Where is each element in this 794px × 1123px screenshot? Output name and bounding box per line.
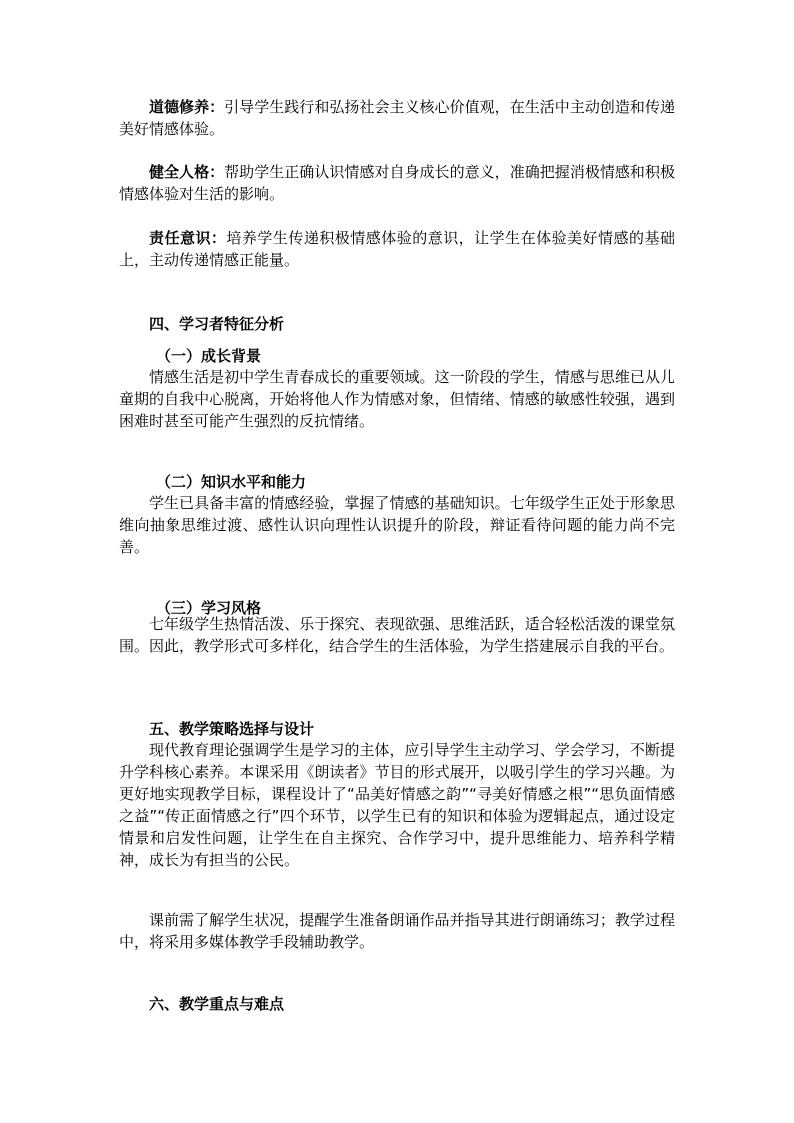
section5-heading: 五、教学策略选择与设计 <box>149 720 315 738</box>
subsection-knowledge-heading: （二）知识水平和能力 <box>156 473 307 491</box>
literacy-responsibility-term: 责任意识： <box>149 229 227 247</box>
subsection-background-text: 情感生活是初中学生青春成长的重要领域。这一阶段的学生，情感与思维已从儿童期的自我中心脱离，开始将他人作为情感对象，但情绪、情感的敏感性较强，遇到困难时甚至可能产生强烈的反抗情绪。 <box>119 368 675 430</box>
literacy-responsibility-paragraph <box>119 227 675 271</box>
section4-heading: 四、学习者特征分析 <box>149 315 285 333</box>
subsection-style-text: 七年级学生热情活泼、乐于探究、表现欲强、思维活跃，适合轻松活泼的课堂氛围。因此，教学形式可多样化，结合学生的生活体验，为学生搭建展示自我的平台。 <box>119 615 675 655</box>
literacy-personality-text: 帮助学生正确认识情感对自身成长的意义，准确把握消极情感和积极情感体验对生活的影响。 <box>119 163 675 203</box>
section6-heading: 六、教学重点与难点 <box>149 995 285 1013</box>
subsection-style-heading: （三）学习风格 <box>156 599 262 617</box>
section5-paragraph-2: 课前需了解学生状况，提醒学生准备朗诵作品并指导其进行朗诵练习；教学过程中，将采用多媒体教学手段辅助教学。 <box>119 911 675 951</box>
literacy-moral-term: 道德修养： <box>149 98 225 116</box>
section5-paragraph-1: 现代教育理论强调学生是学习的主体，应引导学生主动学习、学会学习，不断提升学科核心素养。本课采用《朗读者》节目的形式展开，以吸引学生的学习兴趣。为更好地实现教学目标，课程设计了“品美好情感之韵”“寻美好情感之根”“思负面情感之益”“传正面情感之行”四个环节，以学生已有的知识和体验为逻辑起点，通过设定情景和启发性问题，让学生在自主探究、合作学习中，提升思维能力、培养科学精神，成长为有担当的公民。 <box>119 741 675 869</box>
literacy-personality-term: 健全人格： <box>149 163 225 181</box>
literacy-personality-paragraph <box>119 161 675 205</box>
literacy-moral-text: 引导学生践行和弘扬社会主义核心价值观，在生活中主动创造和传递美好情感体验。 <box>119 98 675 138</box>
literacy-moral-paragraph <box>119 96 675 140</box>
subsection-background-heading: （一）成长背景 <box>156 347 262 365</box>
subsection-knowledge-text: 学生已具备丰富的情感经验，掌握了情感的基础知识。七年级学生正处于形象思维向抽象思维过渡、感性认识向理性认识提升的阶段，辩证看待问题的能力尚不完善。 <box>119 494 675 556</box>
literacy-responsibility-text: 培养学生传递积极情感体验的意识，让学生在体验美好情感的基础上，主动传递情感正能量。 <box>119 229 675 269</box>
